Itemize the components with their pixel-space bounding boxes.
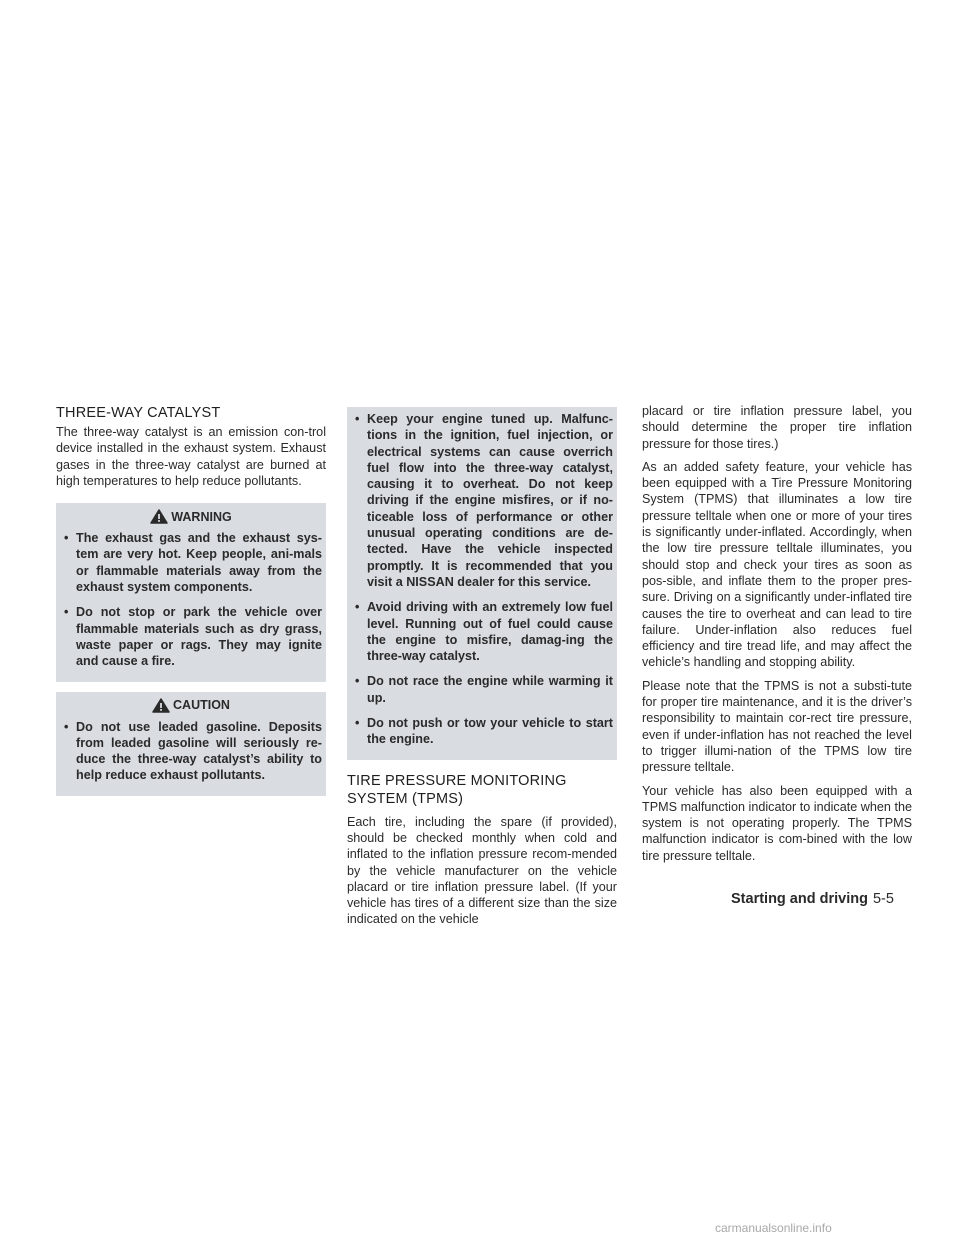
warning-list-left	[56, 530, 326, 669]
warning-item: • Keep your engine tuned up. Malfunc-tions in the ignition, fuel injection, or electrical systems can cause overrich fuel flow into the three-way catalyst, causing it to overheat. Do not keep driving if the engine misfires, or if no-ticeable loss of performance or other unusual operating conditions are de-tected. Have the vehicle inspected promptly. It is recommended that you visit a NISSAN dealer for this service.	[355, 411, 613, 590]
page-footer	[731, 891, 894, 907]
tpms-heading-line2: SYSTEM (TPMS)	[347, 790, 464, 807]
tpms-heading	[347, 772, 617, 808]
caution-box	[56, 692, 326, 796]
warning-header	[56, 503, 326, 530]
caution-icon	[152, 698, 170, 713]
caution-label: CAUTION	[173, 698, 230, 713]
page-number: 5-5	[872, 891, 894, 907]
column-middle	[347, 407, 617, 935]
warning-item: • Do not race the engine while warming it up.	[355, 673, 613, 706]
caution-header	[56, 692, 326, 719]
footer-section-title: Starting and driving	[731, 891, 868, 907]
column-left	[56, 404, 326, 796]
watermark: carmanualsonline.info	[715, 1221, 832, 1235]
tpms-heading-line1: TIRE PRESSURE MONITORING	[347, 772, 567, 789]
warning-item: • Do not push or tow your vehicle to start the engine.	[355, 715, 613, 748]
catalyst-heading: THREE-WAY CATALYST	[56, 405, 221, 421]
tpms-paragraph: Please note that the TPMS is not a substi-tute for proper tire maintenance, and it is the driver’s responsibility to maintain cor-rect tire pressure, even if under-inflation has not reached the level to trigger illumi-nation of the TPMS low tire pressure telltale.	[642, 678, 912, 775]
caution-list	[56, 719, 326, 784]
warning-icon	[150, 509, 168, 524]
tpms-paragraph: Your vehicle has also been equipped with a TPMS malfunction indicator to indicate when the system is not operating properly. The TPMS malfunction indicator is com-bined with the low tire pressure telltale.	[642, 783, 912, 863]
warning-item: • Do not stop or park the vehicle over flammable materials such as dry grass, waste paper or rags. They may ignite and cause a fire.	[64, 604, 322, 669]
warning-list-right	[347, 411, 617, 748]
warning-item: • Avoid driving with an extremely low fuel level. Running out of fuel could cause the engine to misfire, damag-ing the three-way catalyst.	[355, 599, 613, 664]
warning-label: WARNING	[171, 509, 232, 524]
warning-box	[56, 503, 326, 681]
warning-box-continued	[347, 407, 617, 760]
caution-item: • Do not use leaded gasoline. Deposits from leaded gasoline will seriously re-duce the three-way catalyst’s ability to help reduce exhaust pollutants.	[64, 719, 322, 784]
warning-item: • The exhaust gas and the exhaust sys-tem are very hot. Keep people, ani-mals or flammable materials away from the exhaust system components.	[64, 530, 322, 595]
catalyst-intro: The three-way catalyst is an emission con-trol device installed in the exhaust system. Exhaust gases in the three-way catalyst are burned at high temperatures to help reduce pollutants.	[56, 425, 326, 488]
column-right	[642, 403, 912, 871]
tpms-paragraph: As an added safety feature, your vehicle has been equipped with a Tire Pressure Monitoring System (TPMS) that illuminates a low tire pressure telltale when one or more of your tires is significantly under-inflated. Accordingly, when the low tire pressure telltale illuminates, you should stop and check your tires as soon as pos-sible, and inflate them to the proper pres-sure. Driving on a significantly under-inflated tire causes the tire to overheat and can lead to tire failure. Under-inflation also reduces fuel efficiency and tire tread life, and may affect the vehicle’s handling and stopping ability.	[642, 459, 912, 670]
tpms-paragraph-continued: placard or tire inflation pressure label, you should determine the proper tire inflation pressure for those tires.)	[642, 404, 912, 451]
tpms-paragraph: Each tire, including the spare (if provided), should be checked monthly when cold and inflated to the inflation pressure recom-mended by the vehicle manufacturer on the vehicle placard or tire inflation pressure label. (If your vehicle has tires of a different size than the size indicated on the vehicle	[347, 814, 617, 927]
